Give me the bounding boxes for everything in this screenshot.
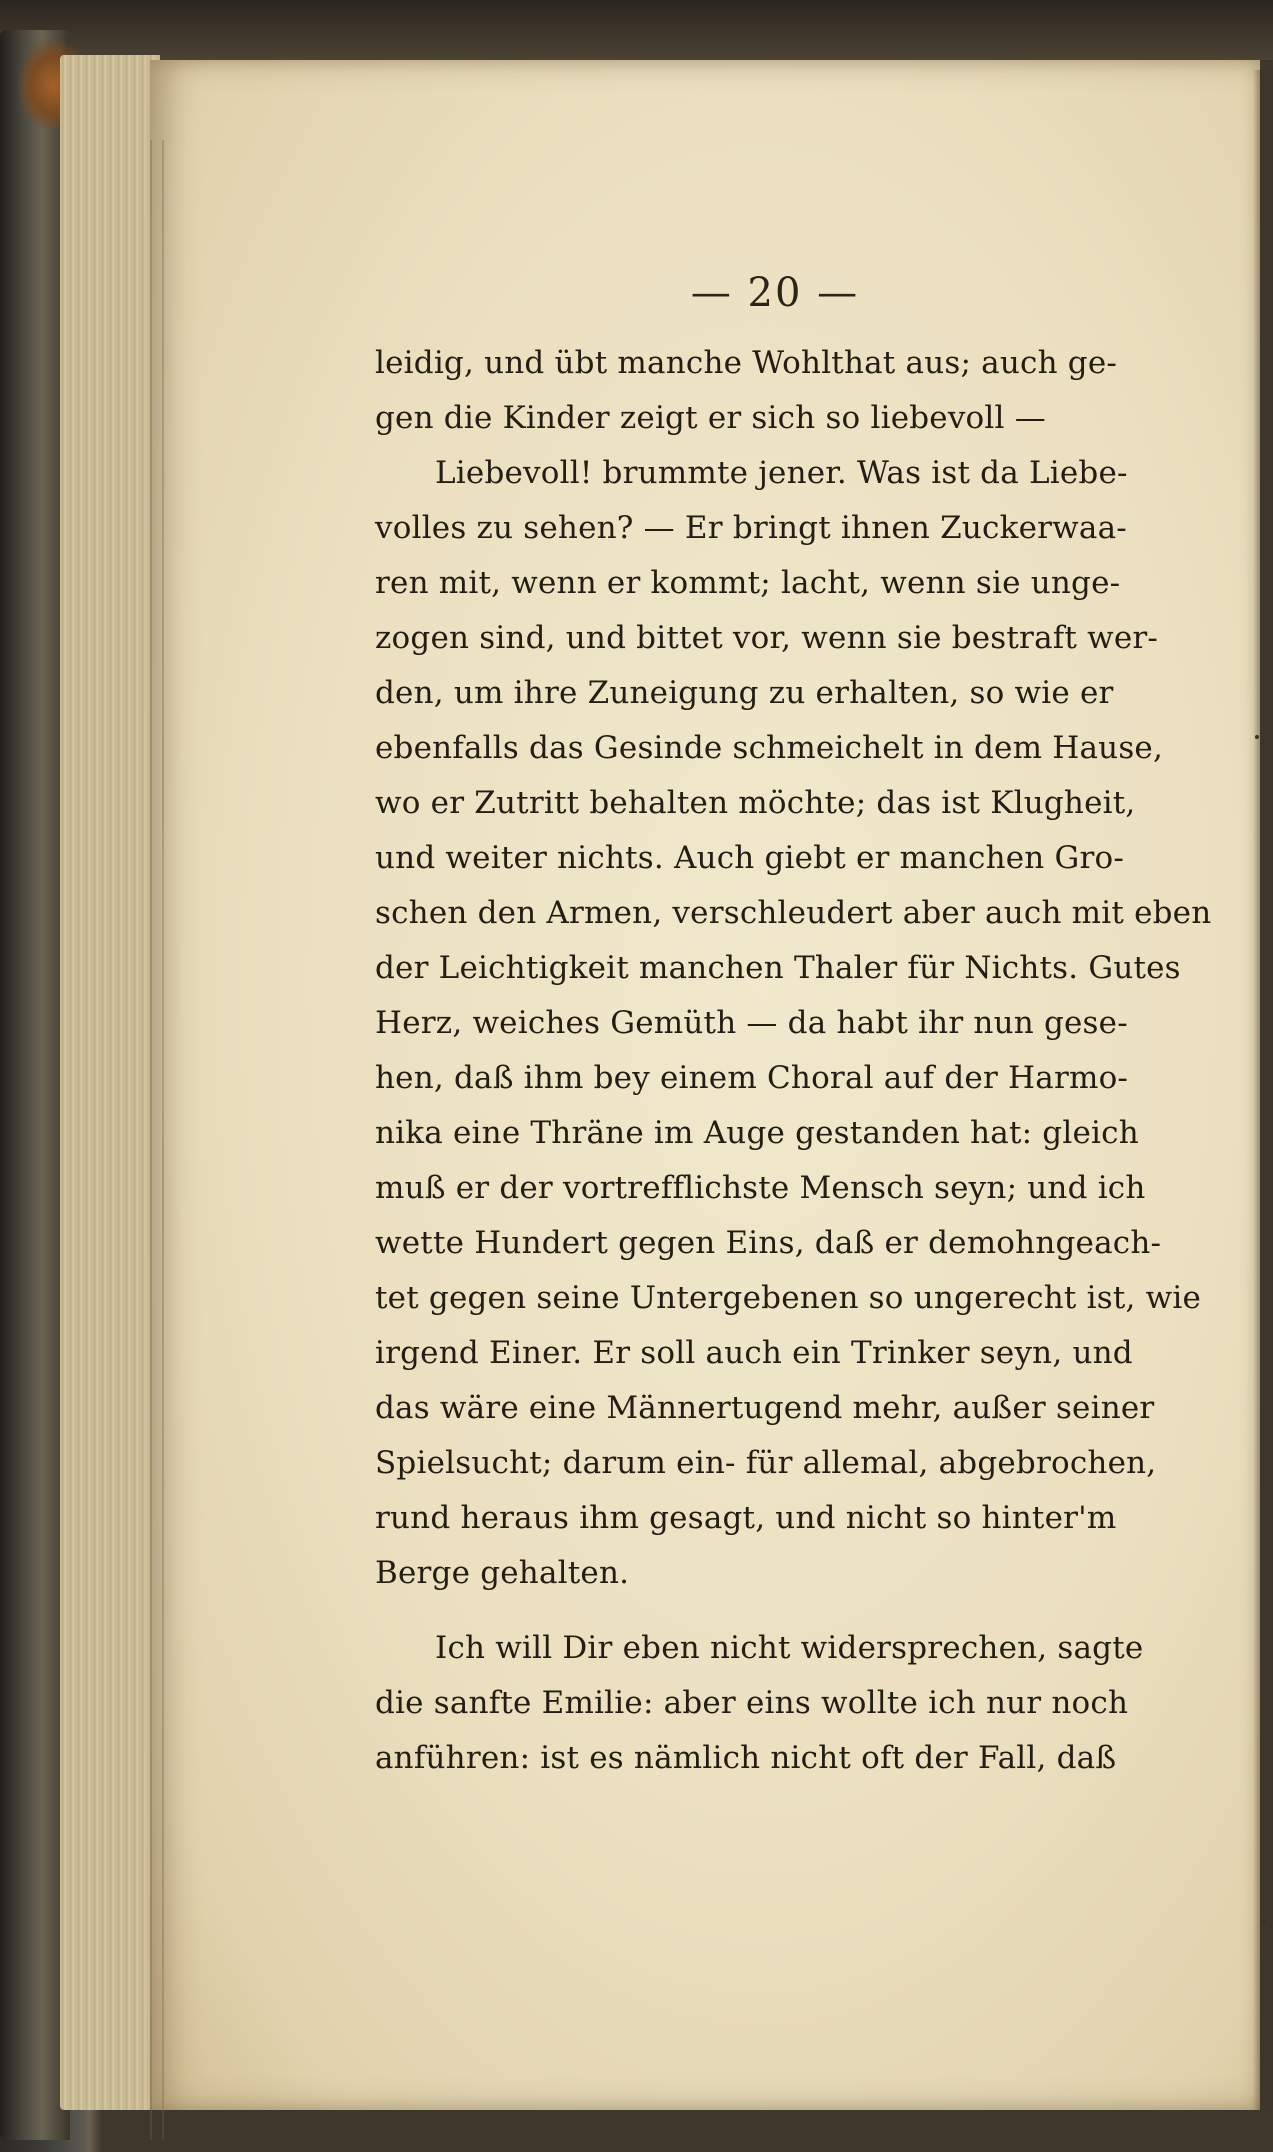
page-number: — 20 — xyxy=(690,270,860,316)
text-line: Liebevoll! brummte jener. Was ist da Liebe- xyxy=(435,455,1128,491)
text-line: Spielsucht; darum ein- für allemal, abgebrochen, xyxy=(375,1445,1157,1481)
text-line: zogen sind, und bittet vor, wenn sie bestraft wer- xyxy=(375,620,1159,656)
text-line: das wäre eine Männertugend mehr, außer seiner xyxy=(375,1390,1155,1426)
text-line: anführen: ist es nämlich nicht oft der Fall, daß xyxy=(375,1740,1117,1776)
page-stack-edge xyxy=(60,55,160,2110)
text-line: rund heraus ihm gesagt, und nicht so hinter'm xyxy=(375,1500,1117,1536)
text-line: die sanfte Emilie: aber eins wollte ich nur noch xyxy=(375,1685,1129,1721)
text-line: wette Hundert gegen Eins, daß er demohngeach- xyxy=(375,1225,1162,1261)
text-line: wo er Zutritt behalten möchte; das ist Klugheit, xyxy=(375,785,1136,821)
page-right-shadow xyxy=(1253,70,1273,2110)
text-line: hen, daß ihm bey einem Choral auf der Harmo- xyxy=(375,1060,1129,1096)
text-line: den, um ihre Zuneigung zu erhalten, so wie er xyxy=(375,675,1114,711)
text-line: der Leichtigkeit manchen Thaler für Nichts. Gutes xyxy=(375,950,1181,986)
text-line: gen die Kinder zeigt er sich so liebevoll — xyxy=(375,400,1046,436)
text-line: irgend Einer. Er soll auch ein Trinker seyn, und xyxy=(375,1335,1133,1371)
text-line: Herz, weiches Gemüth — da habt ihr nun gese- xyxy=(375,1005,1128,1041)
page-crease-line xyxy=(150,140,152,2140)
text-line: ebenfalls das Gesinde schmeichelt in dem Hause, xyxy=(375,730,1164,766)
text-line: nika eine Thräne im Auge gestanden hat: gleich xyxy=(375,1115,1139,1151)
text-line: und weiter nichts. Auch giebt er manchen Gro- xyxy=(375,840,1125,876)
text-line: Berge gehalten. xyxy=(375,1555,630,1591)
text-line: muß er der vortrefflichste Mensch seyn; und ich xyxy=(375,1170,1146,1206)
text-line: leidig, und übt manche Wohlthat aus; auch ge- xyxy=(375,345,1118,381)
specks xyxy=(1255,735,1259,739)
text-line: volles zu sehen? — Er bringt ihnen Zuckerwaa- xyxy=(375,510,1127,546)
page-crease-line xyxy=(162,140,164,2140)
specks xyxy=(1262,1920,1266,1924)
book-top-edge xyxy=(0,0,1273,60)
text-line: schen den Armen, verschleudert aber auch mit eben xyxy=(375,895,1212,931)
text-line: tet gegen seine Untergebenen so ungerecht ist, wie xyxy=(375,1280,1202,1316)
text-line: Ich will Dir eben nicht widersprechen, sagte xyxy=(435,1630,1144,1666)
text-line: ren mit, wenn er kommt; lacht, wenn sie unge- xyxy=(375,565,1121,601)
